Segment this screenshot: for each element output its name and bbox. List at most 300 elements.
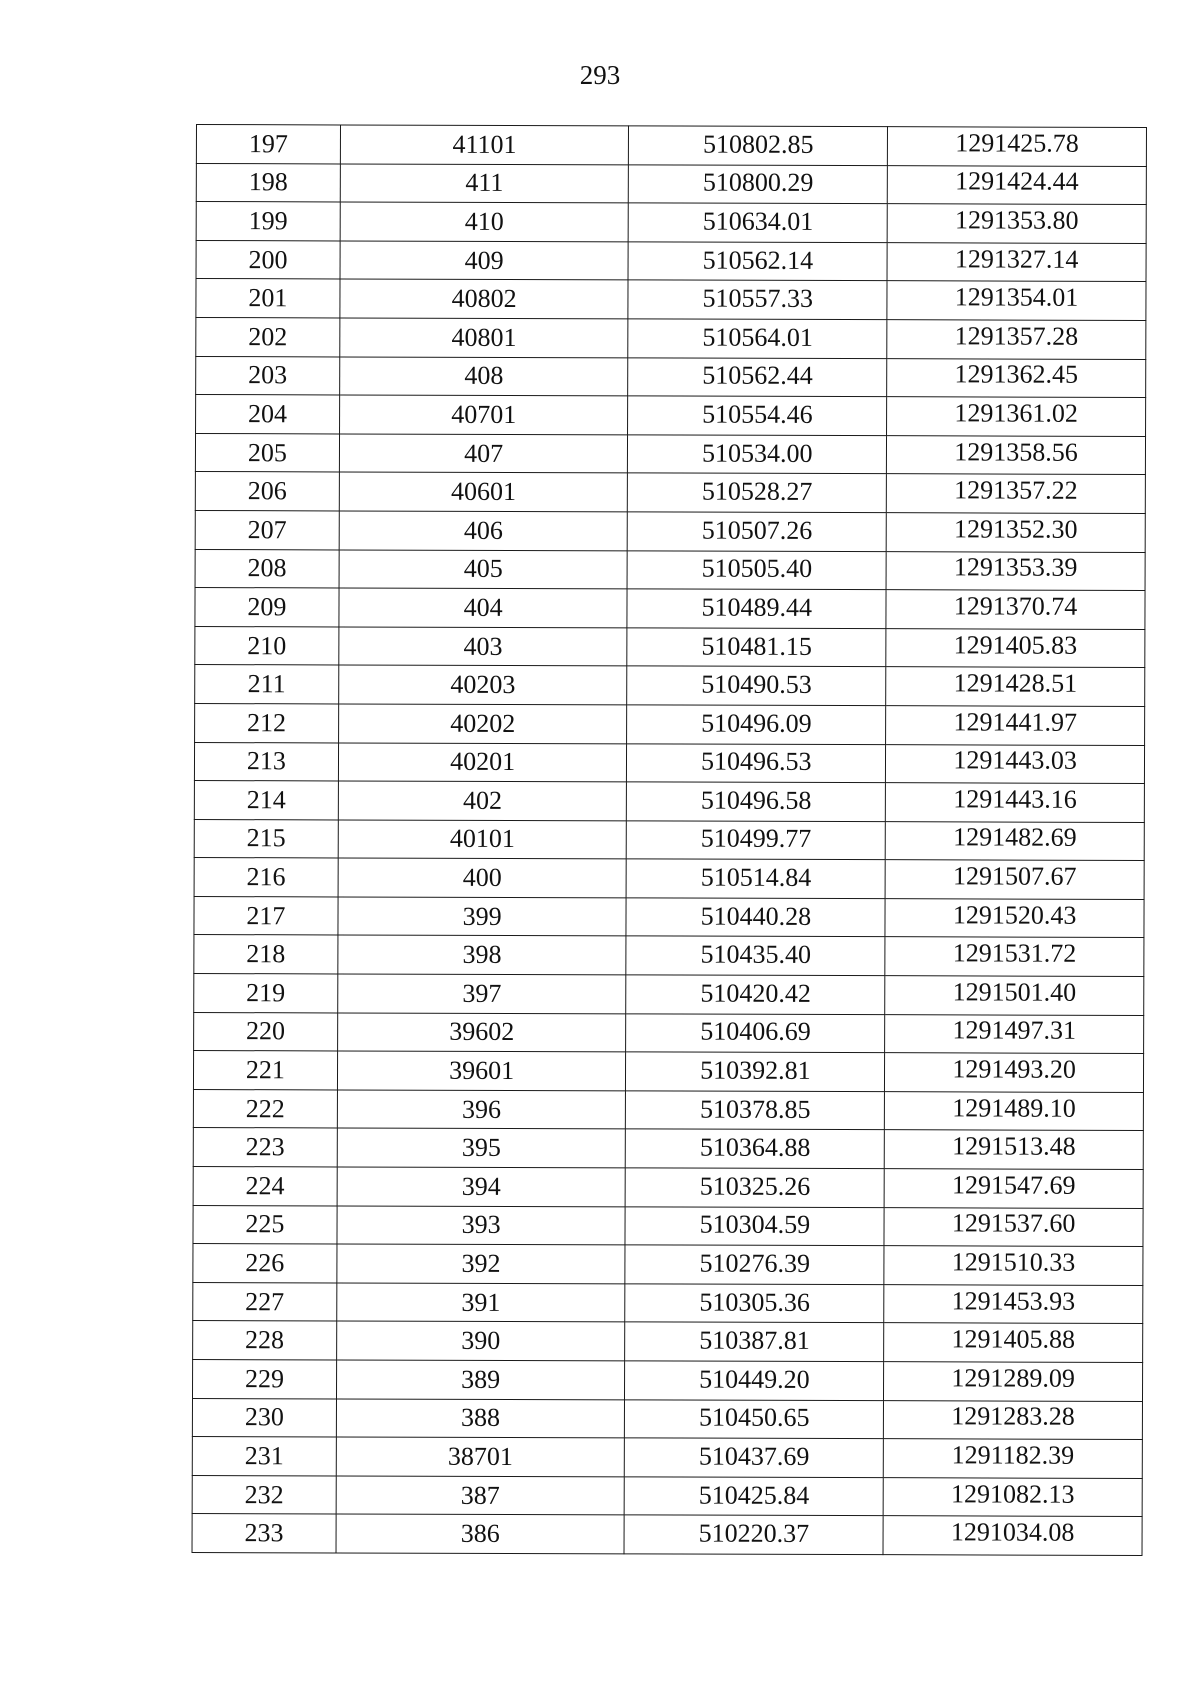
cell-text: 409: [464, 245, 504, 275]
table-row: [194, 858, 1144, 900]
point-id-cell: [337, 1013, 626, 1053]
y-coordinate-cell: [886, 706, 1145, 745]
cell-text: 1291283.28: [951, 1401, 1075, 1432]
point-id-cell: [340, 125, 629, 165]
row-number-cell: [194, 819, 338, 858]
row-number-cell: [193, 1051, 337, 1090]
cell-text: 510514.84: [700, 862, 812, 893]
cell-text: 393: [461, 1210, 501, 1240]
point-id-cell: [339, 472, 628, 512]
cell-text: 213: [246, 746, 286, 776]
y-coordinate-cell: [885, 821, 1144, 860]
x-coordinate-cell: [627, 859, 886, 898]
cell-text: 1291352.30: [954, 514, 1078, 544]
point-id-cell: [336, 1360, 625, 1400]
y-coordinate-cell: [886, 628, 1145, 667]
y-coordinate-cell: [887, 281, 1146, 320]
cell-text: 1291327.14: [954, 243, 1079, 274]
cell-text: 40601: [450, 476, 517, 507]
cell-text: 221: [245, 1055, 285, 1085]
cell-text: 510449.20: [699, 1364, 810, 1394]
cell-text: 1291354.01: [954, 282, 1079, 312]
cell-text: 510406.69: [700, 1017, 811, 1047]
cell-text: 211: [247, 669, 286, 699]
row-number-cell: [192, 1359, 336, 1398]
y-coordinate-cell: [884, 1130, 1143, 1169]
cell-text: 1291358.56: [954, 436, 1078, 467]
row-number-cell: [193, 1321, 337, 1360]
cell-text: 1291425.78: [955, 128, 1079, 158]
cell-text: 1291531.72: [952, 938, 1077, 969]
cell-text: 510528.27: [701, 476, 813, 507]
point-id-cell: [339, 665, 628, 705]
cell-text: 225: [245, 1209, 285, 1239]
cell-text: 233: [244, 1518, 284, 1548]
cell-text: 1291424.44: [955, 166, 1079, 197]
cell-text: 40701: [451, 399, 517, 429]
point-id-cell: [337, 1244, 626, 1284]
row-number-cell: [196, 356, 340, 395]
coordinates-table: [192, 124, 1147, 1556]
table-row: [194, 742, 1144, 784]
point-id-cell: [337, 1128, 626, 1168]
point-id-cell: [339, 549, 628, 589]
point-id-cell: [338, 858, 627, 898]
y-coordinate-cell: [883, 1439, 1142, 1478]
x-coordinate-cell: [625, 1284, 884, 1323]
cell-text: 510505.40: [701, 553, 813, 584]
x-coordinate-cell: [626, 1129, 885, 1168]
cell-text: 1291428.51: [953, 668, 1078, 698]
table-row: [194, 896, 1144, 938]
cell-text: 510489.44: [701, 592, 813, 622]
row-number-cell: [194, 781, 338, 820]
table-row: [196, 395, 1146, 437]
cell-text: 510435.40: [700, 939, 812, 970]
row-number-cell: [194, 935, 338, 974]
cell-text: 1291507.67: [952, 861, 1077, 891]
cell-text: 510800.29: [702, 167, 814, 198]
x-coordinate-cell: [625, 1477, 884, 1516]
y-coordinate-cell: [887, 204, 1146, 243]
table-row: [196, 356, 1146, 398]
x-coordinate-cell: [627, 705, 886, 744]
cell-text: 398: [462, 940, 502, 970]
cell-text: 1291082.13: [950, 1478, 1075, 1509]
point-id-cell: [340, 241, 629, 281]
y-coordinate-cell: [884, 1400, 1143, 1439]
point-id-cell: [339, 627, 628, 667]
cell-text: 1291443.16: [953, 784, 1077, 814]
row-number-cell: [196, 163, 340, 202]
cell-text: 218: [246, 939, 286, 969]
y-coordinate-cell: [887, 242, 1146, 281]
table-row: [192, 1398, 1142, 1440]
y-coordinate-cell: [885, 860, 1144, 899]
table-row: [194, 935, 1144, 977]
cell-text: 510304.59: [699, 1210, 811, 1240]
row-number-cell: [195, 510, 339, 549]
table-row: [193, 1205, 1143, 1247]
cell-text: 219: [246, 978, 286, 1008]
table-row: [195, 626, 1145, 668]
x-coordinate-cell: [627, 550, 886, 589]
cell-text: 391: [461, 1287, 501, 1317]
cell-text: 1291405.83: [953, 629, 1078, 660]
row-number-cell: [196, 279, 340, 318]
x-coordinate-cell: [626, 1168, 885, 1207]
row-number-cell: [193, 1205, 337, 1244]
point-id-cell: [337, 1167, 626, 1207]
table-row: [195, 588, 1145, 630]
x-coordinate-cell: [628, 435, 887, 474]
cell-text: 510450.65: [698, 1402, 810, 1433]
x-coordinate-cell: [628, 319, 887, 358]
table-row: [196, 163, 1146, 205]
row-number-cell: [195, 549, 339, 588]
cell-text: 394: [461, 1171, 501, 1201]
cell-text: 510364.88: [699, 1132, 811, 1163]
cell-text: 40801: [451, 322, 517, 352]
cell-text: 1291497.31: [952, 1015, 1077, 1046]
row-number-cell: [195, 665, 339, 704]
y-coordinate-cell: [885, 1053, 1144, 1092]
cell-text: 223: [245, 1132, 285, 1162]
cell-text: 510392.81: [700, 1055, 811, 1085]
table-row: [192, 1359, 1142, 1401]
x-coordinate-cell: [625, 1245, 884, 1284]
table-row: [193, 1282, 1143, 1324]
cell-text: 1291370.74: [953, 591, 1078, 621]
y-coordinate-cell: [886, 667, 1145, 706]
cell-text: 510378.85: [699, 1094, 811, 1124]
cell-text: 202: [248, 321, 288, 352]
cell-text: 510562.44: [702, 360, 813, 391]
table-row: [193, 1321, 1143, 1363]
cell-text: 39601: [449, 1055, 515, 1086]
row-number-cell: [192, 1475, 336, 1514]
point-id-cell: [337, 1090, 626, 1130]
table-row: [196, 125, 1146, 167]
cell-text: 201: [248, 283, 288, 313]
row-number-cell: [196, 395, 340, 434]
cell-text: 402: [462, 785, 503, 815]
row-number-cell: [194, 1012, 338, 1051]
cell-text: 397: [462, 978, 502, 1008]
cell-text: 41101: [452, 129, 517, 159]
x-coordinate-cell: [627, 628, 886, 667]
cell-text: 40802: [451, 283, 517, 314]
row-number-cell: [193, 1128, 337, 1167]
x-coordinate-cell: [627, 821, 886, 860]
table-row: [194, 974, 1144, 1016]
cell-text: 510634.01: [702, 206, 814, 236]
table-row: [195, 703, 1145, 745]
row-number-cell: [194, 742, 338, 781]
cell-text: 386: [460, 1519, 500, 1549]
point-id-cell: [339, 588, 628, 628]
cell-text: 39602: [449, 1017, 515, 1047]
cell-text: 1291357.28: [954, 321, 1079, 351]
cell-text: 395: [461, 1133, 501, 1163]
row-number-cell: [195, 588, 339, 627]
cell-text: 510496.53: [701, 746, 812, 777]
y-coordinate-cell: [886, 474, 1145, 513]
x-coordinate-cell: [628, 280, 887, 319]
x-coordinate-cell: [625, 1322, 884, 1361]
cell-text: 510387.81: [699, 1325, 810, 1356]
point-id-cell: [337, 1051, 626, 1091]
table-row: [193, 1128, 1143, 1170]
row-number-cell: [196, 240, 340, 279]
cell-text: 228: [245, 1325, 285, 1355]
y-coordinate-cell: [887, 320, 1146, 359]
cell-text: 510437.69: [698, 1441, 810, 1471]
x-coordinate-cell: [627, 666, 886, 705]
y-coordinate-cell: [883, 1477, 1142, 1516]
point-id-cell: [336, 1399, 625, 1439]
cell-text: 410: [464, 206, 504, 236]
table-row: [195, 472, 1145, 514]
cell-text: 404: [463, 592, 503, 622]
cell-text: 231: [244, 1441, 284, 1471]
cell-text: 510496.58: [700, 785, 812, 815]
row-number-cell: [192, 1437, 336, 1476]
y-coordinate-cell: [885, 976, 1144, 1015]
x-coordinate-cell: [626, 936, 885, 975]
point-id-cell: [336, 1321, 625, 1361]
cell-text: 198: [248, 167, 288, 197]
table-row: [194, 781, 1144, 823]
x-coordinate-cell: [628, 396, 887, 435]
cell-text: 390: [461, 1326, 501, 1356]
cell-text: 1291405.88: [951, 1324, 1076, 1354]
x-coordinate-cell: [628, 512, 887, 551]
x-coordinate-cell: [627, 782, 886, 821]
table-row: [195, 510, 1145, 552]
y-coordinate-cell: [887, 358, 1146, 397]
cell-text: 396: [462, 1094, 502, 1124]
table-body: [192, 125, 1146, 1556]
cell-text: 1291453.93: [951, 1285, 1076, 1316]
row-number-cell: [194, 896, 338, 935]
x-coordinate-cell: [625, 1206, 884, 1245]
cell-text: 510507.26: [701, 515, 813, 545]
cell-text: 1291547.69: [951, 1170, 1076, 1200]
cell-text: 203: [248, 360, 288, 390]
cell-text: 222: [245, 1093, 285, 1123]
x-coordinate-cell: [628, 473, 887, 512]
x-coordinate-cell: [625, 1361, 884, 1400]
y-coordinate-cell: [885, 899, 1144, 938]
point-id-cell: [339, 395, 628, 435]
table-row: [195, 433, 1145, 475]
cell-text: 411: [465, 168, 504, 198]
cell-text: 1291034.08: [950, 1517, 1075, 1547]
cell-text: 510440.28: [700, 901, 812, 931]
cell-text: 1291353.39: [953, 552, 1078, 583]
y-coordinate-cell: [884, 1323, 1143, 1362]
cell-text: 510305.36: [699, 1287, 810, 1317]
cell-text: 408: [464, 361, 504, 391]
cell-text: 510496.09: [701, 708, 812, 738]
cell-text: 389: [461, 1364, 501, 1394]
point-id-cell: [340, 164, 629, 204]
y-coordinate-cell: [888, 127, 1147, 166]
point-id-cell: [336, 1437, 625, 1477]
cell-text: 40101: [449, 824, 515, 854]
point-id-cell: [338, 897, 627, 937]
cell-text: 1291537.60: [951, 1208, 1076, 1239]
y-coordinate-cell: [885, 937, 1144, 976]
cell-text: 510564.01: [702, 322, 813, 352]
cell-text: 209: [247, 592, 287, 622]
x-coordinate-cell: [626, 1014, 885, 1053]
y-coordinate-cell: [884, 1284, 1143, 1323]
x-coordinate-cell: [626, 898, 885, 937]
row-number-cell: [195, 433, 339, 472]
y-coordinate-cell: [886, 590, 1145, 629]
cell-text: 406: [463, 515, 503, 545]
table-row: [194, 1012, 1144, 1054]
cell-text: 1291493.20: [952, 1054, 1076, 1084]
cell-text: 208: [247, 553, 287, 583]
table-row: [196, 317, 1146, 359]
cell-text: 1291353.80: [955, 205, 1079, 235]
y-coordinate-cell: [886, 783, 1145, 822]
cell-text: 217: [246, 900, 286, 930]
cell-text: 387: [460, 1480, 500, 1510]
point-id-cell: [339, 511, 628, 551]
row-number-cell: [192, 1398, 336, 1437]
cell-text: 220: [246, 1016, 286, 1046]
y-coordinate-cell: [884, 1207, 1143, 1246]
row-number-cell: [196, 317, 340, 356]
table-row: [192, 1475, 1142, 1517]
cell-text: 510554.46: [702, 399, 813, 429]
cell-text: 1291362.45: [954, 359, 1079, 390]
y-coordinate-cell: [885, 1092, 1144, 1131]
point-id-cell: [339, 434, 628, 474]
cell-text: 1291510.33: [951, 1247, 1076, 1277]
cell-text: 510490.53: [701, 669, 812, 700]
row-number-cell: [194, 858, 338, 897]
x-coordinate-cell: [629, 164, 888, 203]
y-coordinate-cell: [884, 1169, 1143, 1208]
cell-text: 38701: [447, 1441, 514, 1471]
cell-text: 1291357.22: [954, 475, 1078, 505]
point-id-cell: [337, 1206, 626, 1246]
cell-text: 400: [462, 862, 502, 893]
cell-text: 399: [462, 901, 502, 931]
x-coordinate-cell: [628, 357, 887, 396]
x-coordinate-cell: [627, 589, 886, 628]
x-coordinate-cell: [629, 203, 888, 242]
table-row: [195, 665, 1145, 707]
table-row: [195, 549, 1145, 591]
table-row: [193, 1244, 1143, 1286]
cell-text: 510220.37: [698, 1518, 810, 1549]
cell-text: 510802.85: [702, 129, 814, 159]
row-number-cell: [195, 472, 339, 511]
row-number-cell: [195, 703, 339, 742]
y-coordinate-cell: [884, 1362, 1143, 1401]
cell-text: 1291501.40: [952, 977, 1077, 1007]
cell-text: 1291489.10: [952, 1093, 1076, 1123]
cell-text: 510557.33: [702, 283, 814, 314]
cell-text: 200: [248, 244, 288, 274]
cell-text: 1291361.02: [954, 398, 1078, 428]
y-coordinate-cell: [887, 435, 1146, 474]
cell-text: 1291441.97: [953, 707, 1078, 737]
table-row: [193, 1089, 1143, 1131]
row-number-cell: [195, 626, 339, 665]
cell-text: 403: [463, 631, 503, 661]
x-coordinate-cell: [628, 242, 887, 281]
cell-text: 214: [246, 785, 286, 815]
cell-text: 510276.39: [699, 1248, 811, 1278]
row-number-cell: [193, 1167, 337, 1206]
x-coordinate-cell: [625, 1438, 884, 1477]
point-id-cell: [336, 1514, 625, 1554]
x-coordinate-cell: [624, 1515, 883, 1554]
point-id-cell: [337, 1283, 626, 1323]
row-number-cell: [192, 1514, 336, 1553]
cell-text: 229: [244, 1363, 285, 1394]
cell-text: 215: [246, 823, 286, 853]
x-coordinate-cell: [626, 1091, 885, 1130]
y-coordinate-cell: [884, 1246, 1143, 1285]
point-id-cell: [338, 781, 627, 821]
cell-text: 392: [461, 1248, 501, 1278]
cell-text: 510562.14: [702, 245, 814, 275]
point-id-cell: [338, 974, 627, 1014]
table-row: [192, 1437, 1142, 1479]
point-id-cell: [340, 202, 629, 242]
x-coordinate-cell: [626, 975, 885, 1014]
row-number-cell: [194, 974, 338, 1013]
cell-text: 1291520.43: [952, 900, 1077, 930]
cell-text: 510499.77: [700, 824, 812, 854]
point-id-cell: [340, 279, 629, 319]
cell-text: 1291513.48: [952, 1131, 1076, 1162]
point-id-cell: [338, 820, 627, 860]
point-id-cell: [339, 357, 628, 397]
cell-text: 405: [463, 554, 503, 584]
x-coordinate-cell: [626, 1052, 885, 1091]
cell-text: 226: [245, 1248, 285, 1278]
cell-text: 197: [248, 128, 288, 159]
cell-text: 1291482.69: [953, 822, 1077, 853]
y-coordinate-cell: [883, 1516, 1142, 1555]
cell-text: 40202: [450, 708, 516, 738]
cell-text: 230: [244, 1402, 284, 1432]
cell-text: 212: [246, 707, 287, 737]
cell-text: 40203: [450, 669, 516, 700]
cell-text: 510425.84: [698, 1480, 810, 1510]
x-coordinate-cell: [625, 1399, 884, 1438]
cell-text: 40201: [450, 747, 516, 777]
cell-text: 388: [461, 1403, 501, 1433]
point-id-cell: [336, 1476, 625, 1516]
cell-text: 510481.15: [701, 631, 812, 661]
page-number: 293: [579, 60, 621, 90]
table-row: [192, 1514, 1142, 1556]
y-coordinate-cell: [886, 513, 1145, 552]
row-number-cell: [193, 1282, 337, 1321]
y-coordinate-cell: [887, 165, 1146, 204]
y-coordinate-cell: [885, 1014, 1144, 1053]
